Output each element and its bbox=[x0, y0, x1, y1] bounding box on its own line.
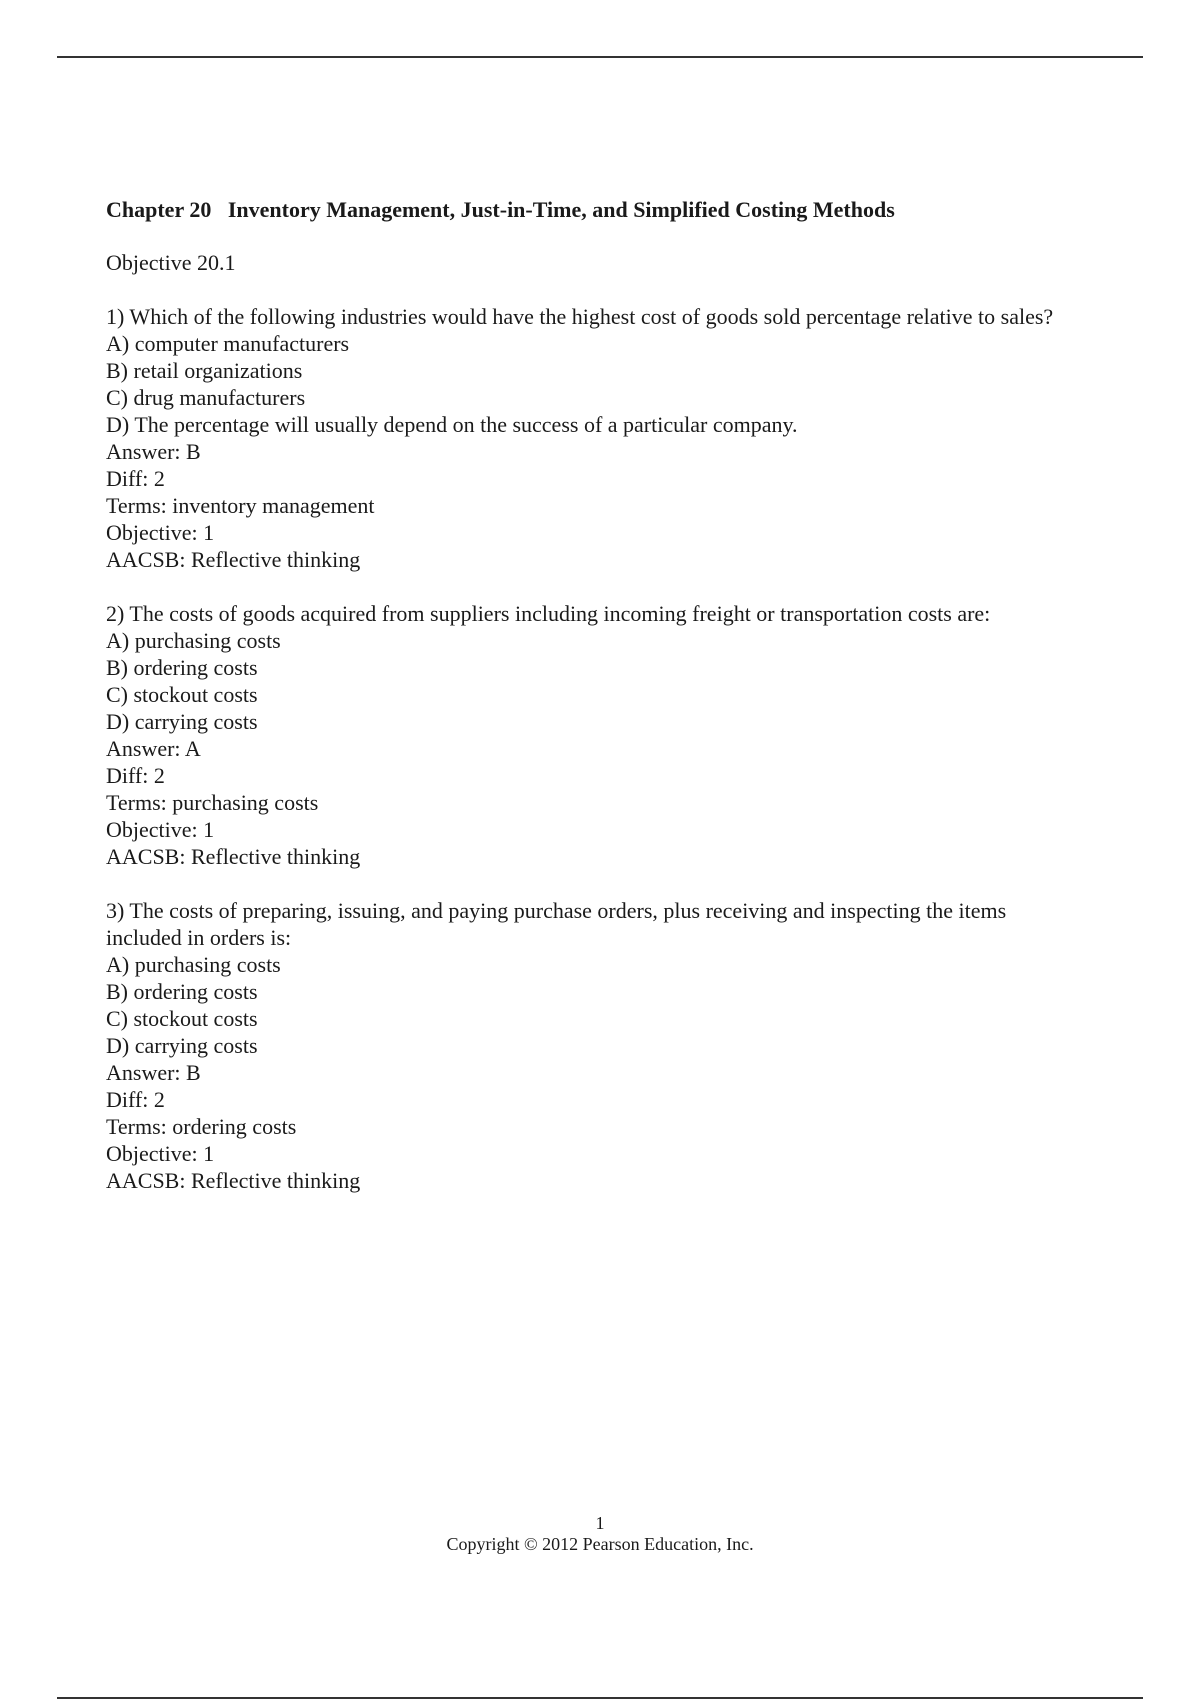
option-c: C) stockout costs bbox=[106, 1006, 258, 1031]
question-text: 3) The costs of preparing, issuing, and paying purchase orders, plus receiving and inspecting the items included in orders is: bbox=[106, 898, 1007, 950]
objective-heading: Objective 20.1 bbox=[106, 250, 236, 275]
aacsb-line: AACSB: Reflective thinking bbox=[106, 844, 361, 869]
objective-line: Objective: 1 bbox=[106, 520, 215, 545]
option-a: A) purchasing costs bbox=[106, 952, 281, 977]
option-b: B) ordering costs bbox=[106, 655, 258, 680]
option-d: D) The percentage will usually depend on the success of a particular company. bbox=[106, 412, 798, 437]
copyright-notice: Copyright © 2012 Pearson Education, Inc. bbox=[446, 1534, 754, 1554]
bottom-rule bbox=[57, 1697, 1143, 1699]
question-text: 2) The costs of goods acquired from suppliers including incoming freight or transportation costs are: bbox=[106, 601, 991, 626]
page-number: 1 bbox=[595, 1513, 605, 1533]
option-d: D) carrying costs bbox=[106, 709, 258, 734]
option-c: C) drug manufacturers bbox=[106, 385, 306, 410]
answer-line: Answer: B bbox=[106, 439, 201, 464]
document-body bbox=[106, 196, 1086, 1194]
chapter-title: Chapter 20 Inventory Management, Just-in-Time, and Simplified Costing Methods bbox=[106, 197, 895, 222]
option-a: A) computer manufacturers bbox=[106, 331, 350, 356]
difficulty-line: Diff: 2 bbox=[106, 1087, 165, 1112]
option-b: B) retail organizations bbox=[106, 358, 303, 383]
question-1 bbox=[106, 303, 1086, 573]
difficulty-line: Diff: 2 bbox=[106, 763, 165, 788]
answer-line: Answer: A bbox=[106, 736, 201, 761]
option-c: C) stockout costs bbox=[106, 682, 258, 707]
objective-line: Objective: 1 bbox=[106, 1141, 215, 1166]
question-text: 1) Which of the following industries would have the highest cost of goods sold percentage relative to sales? bbox=[106, 304, 1054, 329]
option-a: A) purchasing costs bbox=[106, 628, 281, 653]
option-d: D) carrying costs bbox=[106, 1033, 258, 1058]
aacsb-line: AACSB: Reflective thinking bbox=[106, 1168, 361, 1193]
question-3 bbox=[106, 897, 1086, 1194]
question-2 bbox=[106, 600, 1086, 870]
terms-line: Terms: ordering costs bbox=[106, 1114, 297, 1139]
top-rule bbox=[57, 56, 1143, 58]
objective-line: Objective: 1 bbox=[106, 817, 215, 842]
answer-line: Answer: B bbox=[106, 1060, 201, 1085]
terms-line: Terms: inventory management bbox=[106, 493, 375, 518]
option-b: B) ordering costs bbox=[106, 979, 258, 1004]
difficulty-line: Diff: 2 bbox=[106, 466, 165, 491]
terms-line: Terms: purchasing costs bbox=[106, 790, 319, 815]
aacsb-line: AACSB: Reflective thinking bbox=[106, 547, 361, 572]
